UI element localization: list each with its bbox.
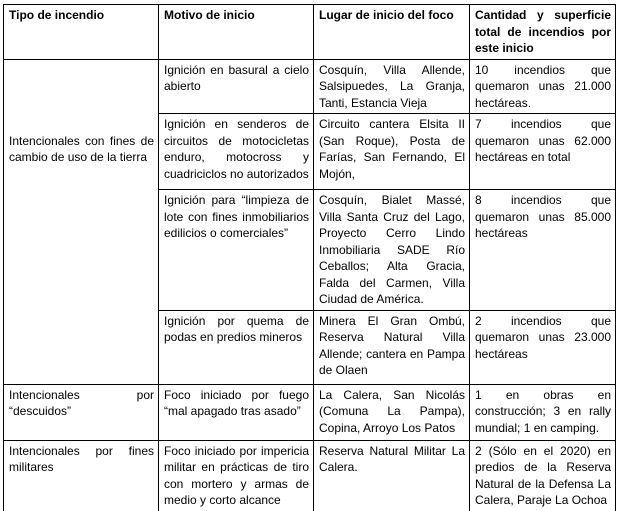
cell-lugar-quema-podas: Minera El Gran Ombú, Reserva Natural Villa Allende; cantera en Pampa de Olaen [314, 310, 470, 384]
cell-cantidad-asado: 1 en obras en construcción; 3 en rally mundial; 1 en camping. [470, 384, 616, 440]
table-row [4, 384, 616, 440]
cell-tipo-fines-militares: Intencionales por fines militares [4, 440, 159, 511]
cell-motivo-impericia-militar: Foco iniciado por impericia militar en prácticas de tiro con mortero y armas de medio y corto alcance [159, 440, 314, 511]
cell-motivo-quema-podas: Ignición por quema de podas en predios mineros [159, 310, 314, 384]
cell-motivo-basural: Ignición en basural a cielo abierto [159, 59, 314, 114]
header-tipo-de-incendio: Tipo de incendio [4, 5, 159, 60]
cell-motivo-senderos: Ignición en senderos de circuitos de motocicletas enduro, motocross y cuadriciclos no autorizados [159, 114, 314, 190]
cell-cantidad-basural: 10 incendios que quemaron unas 21.000 hectáreas. [470, 59, 616, 114]
cell-lugar-limpieza-lote: Cosquín, Bialet Massé, Villa Santa Cruz del Lago, Proyecto Cerro Lindo Inmobiliaria SADE Río Ceballos; Alta Gracia, Falda del Carmen, Villa Ciudad de América. [314, 190, 470, 311]
cell-cantidad-limpieza-lote: 8 incendios que quemaron unas 85.000 hectáreas [470, 190, 616, 311]
fire-incidents-table [3, 4, 616, 511]
header-cantidad-superficie: Cantidad y superficie total de incendios por este inicio [470, 5, 616, 60]
cell-cantidad-quema-podas: 2 incendios que quemaron unas 23.000 hectáreas [470, 310, 616, 384]
cell-motivo-limpieza-lote: Ignición para “limpieza de lote con fines inmobiliarios edilicios o comerciales” [159, 190, 314, 311]
cell-lugar-senderos: Circuito cantera Elsita II (San Roque), Posta de Farías, San Fernando, El Mojón, [314, 114, 470, 190]
cell-motivo-asado: Foco iniciado por fuego “mal apagado tras asado” [159, 384, 314, 440]
cell-tipo-cambio-uso-tierra: Intencionales con fines de cambio de uso de la tierra [4, 59, 159, 384]
cell-cantidad-senderos: 7 incendios que quemaron unas 62.000 hectáreas en total [470, 114, 616, 190]
cell-cantidad-reserva-militar: 2 (Sólo en el 2020) en predios de la Reserva Natural de la Defensa La Calera, Paraje La Ochoa [470, 440, 616, 511]
cell-lugar-asado: La Calera, San Nicolás (Comuna La Pampa), Copina, Arroyo Los Patos [314, 384, 470, 440]
header-motivo-de-inicio: Motivo de inicio [159, 5, 314, 60]
table-row [4, 59, 616, 114]
cell-lugar-reserva-militar: Reserva Natural Militar La Calera. [314, 440, 470, 511]
table-row [4, 440, 616, 511]
cell-tipo-descuidos: Intencionales por “descuidos” [4, 384, 159, 440]
header-lugar-de-inicio: Lugar de inicio del foco [314, 5, 470, 60]
cell-lugar-basural: Cosquín, Villa Allende, Salsipuedes, La Granja, Tanti, Estancia Vieja [314, 59, 470, 114]
header-row [4, 5, 616, 60]
